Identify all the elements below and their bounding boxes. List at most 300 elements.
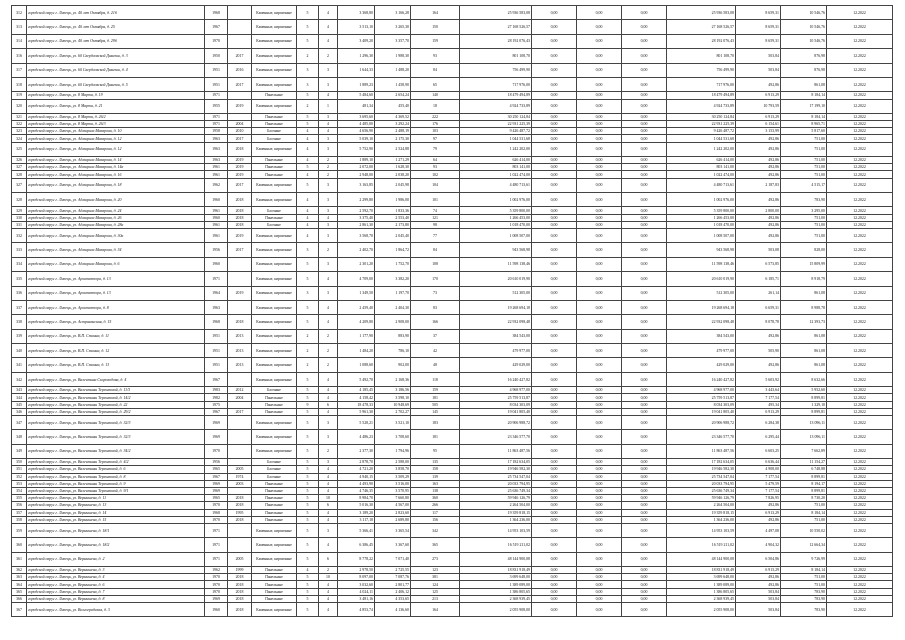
total-area-cell: 4 158,42 (338, 394, 375, 401)
entrances-cell: 3 (319, 416, 338, 430)
fund-regional-cell: 0,00 (577, 243, 622, 257)
year-renovated-cell: 2004 (228, 121, 252, 128)
entrances-cell: 3 (319, 430, 338, 444)
year-renovated-cell: 2004 (228, 394, 252, 401)
address-cell: городской округ г. Липецк, ул. Астраханская, д. 15 (27, 315, 205, 329)
wall-material-cell: Каменные, кирпичные (252, 444, 297, 458)
total-area-cell: 4 493,90 (338, 480, 375, 487)
fund-regional-cell: 0,00 (577, 128, 622, 135)
unit-cost-cell: 503,84 (736, 588, 781, 595)
fund-municipal-cell: 0,00 (622, 193, 667, 207)
unit-cost-cell: 5 603,92 (736, 372, 781, 386)
unit-cost-cell: 492,86 (736, 516, 781, 523)
address-cell: городской округ г. Липецк, ул. В.П. Стаина, д. 12 (27, 344, 205, 358)
fund-regional-cell: 0,00 (577, 272, 622, 286)
living-area-cell: 3 265,30 (375, 20, 411, 34)
year-renovated-cell: 2016 (228, 63, 252, 77)
floors-cell: 5 (297, 272, 319, 286)
row-number: 335 (12, 272, 27, 286)
planned-period-cell: 12.2022 (827, 329, 893, 343)
planned-period-cell: 12.2022 (827, 272, 893, 286)
row-number: 345 (12, 401, 27, 408)
owners-funds-cell: 14 953 103,59 (667, 523, 736, 537)
address-cell: городской округ г. Липецк, ул. Вермишева, д. 7 (27, 588, 205, 595)
address-cell: городской округ г. Липецк, ул. Валентины Терешковой, д. 32/3 (27, 430, 205, 444)
max-unit-cost-cell: 8 184,14 (781, 509, 827, 516)
entrances-cell: 4 (319, 214, 338, 221)
year-built-cell: 1971 (205, 92, 228, 99)
fund-federal-cell: 0,00 (532, 394, 577, 401)
living-area-cell: 1 752,70 (375, 257, 411, 271)
planned-period-cell: 12.2022 (827, 178, 893, 192)
residents-cell: 103 (411, 128, 460, 135)
unit-cost-cell: 492,86 (736, 329, 781, 343)
table-row (12, 588, 893, 595)
table-row (12, 394, 893, 401)
address-cell: городской округ г. Липецк, ул. 40 лет Октября, д. 25 (27, 20, 205, 34)
fund-municipal-cell: 0,00 (622, 243, 667, 257)
wall-material-cell: Каменные, кирпичные (252, 63, 297, 77)
table-row (12, 193, 893, 207)
max-unit-cost-cell: 783,90 (781, 602, 827, 616)
residents-cell: 145 (411, 408, 460, 415)
total-area-cell: 3 481,16 (338, 595, 375, 602)
owners-funds-cell: 2 055 908,00 (667, 602, 736, 616)
max-unit-cost-cell: 828,00 (781, 243, 827, 257)
fund-federal-cell: 0,00 (532, 49, 577, 63)
entrances-cell: 2 (319, 444, 338, 458)
table-row (12, 228, 893, 242)
year-renovated-cell (228, 34, 252, 48)
fund-municipal-cell: 0,00 (622, 178, 667, 192)
row-number: 317 (12, 63, 27, 77)
entrances-cell: 4 (319, 6, 338, 20)
planned-period-cell: 12.2022 (827, 113, 893, 120)
year-renovated-cell: 2018 (228, 516, 252, 523)
wall-material-cell: Каменные, кирпичные (252, 34, 297, 48)
year-renovated-cell: 2019 (228, 171, 252, 178)
residents-cell: 170 (411, 272, 460, 286)
residents-cell: 118 (411, 372, 460, 386)
owners-funds-cell: 384 543,00 (667, 329, 736, 343)
residents-cell: 159 (411, 387, 460, 394)
year-renovated-cell: 2017 (228, 135, 252, 142)
living-area-cell: 3 516,00 (375, 480, 411, 487)
owners-funds-cell: 19 946 582,30 (667, 466, 736, 473)
floors-cell: 2 (297, 358, 319, 372)
residents-cell: 159 (411, 34, 460, 48)
wall-material-cell: Каменные, кирпичные (252, 538, 297, 552)
owners-funds-cell: 25 734 547,04 (667, 473, 736, 480)
fund-municipal-cell: 0,00 (622, 394, 667, 401)
living-area-cell: 2 702,27 (375, 408, 411, 415)
fund-municipal-cell: 0,00 (622, 157, 667, 164)
planned-period-cell: 12.2022 (827, 99, 893, 113)
living-area-cell: 3 708,60 (375, 430, 411, 444)
planned-period-cell: 12.2022 (827, 516, 893, 523)
fund-municipal-cell: 0,00 (622, 128, 667, 135)
planned-period-cell: 12.2022 (827, 358, 893, 372)
total-cost-cell: 4 924 733,89 (460, 99, 532, 113)
fund-federal-cell: 0,00 (532, 459, 577, 466)
fund-federal-cell: 0,00 (532, 416, 577, 430)
total-cost-cell: 48 144 900,08 (460, 552, 532, 566)
row-number: 362 (12, 567, 27, 574)
fund-regional-cell: 0,00 (577, 171, 622, 178)
fund-regional-cell: 0,00 (577, 516, 622, 523)
residents-cell: 64 (411, 157, 460, 164)
entrances-cell: 2 (319, 157, 338, 164)
wall-material-cell: Каменные, кирпичные (252, 372, 297, 386)
max-unit-cost-cell: 751,00 (781, 164, 827, 171)
wall-material-cell: Блочные (252, 221, 297, 228)
living-area-cell: 1 197,70 (375, 286, 411, 300)
owners-funds-cell: 19 041 805,40 (667, 408, 736, 415)
living-area-cell: 2 524,88 (375, 142, 411, 156)
residents-cell: 117 (411, 509, 460, 516)
max-unit-cost-cell: 10 546,76 (781, 34, 827, 48)
fund-regional-cell: 0,00 (577, 588, 622, 595)
floors-cell: 5 (297, 538, 319, 552)
max-unit-cost-cell: 11 154,27 (781, 459, 827, 466)
max-unit-cost-cell: 876,98 (781, 49, 827, 63)
fund-federal-cell: 0,00 (532, 315, 577, 329)
total-cost-cell: 512 305,00 (460, 286, 532, 300)
living-area-cell: 3 509,29 (375, 473, 411, 480)
table-row (12, 157, 893, 164)
year-built-cell: 1960 (205, 193, 228, 207)
entrances-cell: 3 (319, 77, 338, 91)
unit-cost-cell: 6 913,29 (736, 408, 781, 415)
fund-municipal-cell: 0,00 (622, 502, 667, 509)
living-area-cell: 2 173,80 (375, 221, 411, 228)
year-built-cell: 1951 (205, 344, 228, 358)
residents-cell: 150 (411, 20, 460, 34)
owners-funds-cell: 16 240 427,82 (667, 372, 736, 386)
year-built-cell: 1968 (205, 509, 228, 516)
year-built-cell: 1971 (205, 523, 228, 537)
wall-material-cell: Каменные, кирпичные (252, 272, 297, 286)
floors-cell: 5 (297, 121, 319, 128)
wall-material-cell: Каменные, кирпичные (252, 300, 297, 314)
table-row (12, 473, 893, 480)
owners-funds-cell: 18 831 918,49 (667, 567, 736, 574)
unit-cost-cell: 503,84 (736, 595, 781, 602)
max-unit-cost-cell: 751,00 (781, 157, 827, 164)
fund-regional-cell: 0,00 (577, 300, 622, 314)
fund-regional-cell: 0,00 (577, 77, 622, 91)
max-unit-cost-cell: 751,00 (781, 142, 827, 156)
fund-municipal-cell: 0,00 (622, 315, 667, 329)
address-cell: городской округ г. Липецк, ул. 8 Марта, д. 21 (27, 99, 205, 113)
table-row (12, 581, 893, 588)
table-row (12, 49, 893, 63)
year-built-cell: 1951 (205, 77, 228, 91)
address-cell: городской округ г. Липецк, ул. Валентины Терешковой, д. 8 (27, 473, 205, 480)
year-built-cell: 1960 (205, 602, 228, 616)
planned-period-cell: 12.2022 (827, 77, 893, 91)
table-row (12, 408, 893, 415)
table-row (12, 329, 893, 343)
unit-cost-cell: 7 177,54 (736, 487, 781, 494)
wall-material-cell: Панельные (252, 567, 297, 574)
wall-material-cell: Панельные (252, 516, 297, 523)
table-row (12, 372, 893, 386)
table-row (12, 567, 893, 574)
total-cost-cell: 1 022 474,00 (460, 171, 532, 178)
total-area-cell: 3 695,60 (338, 113, 375, 120)
fund-municipal-cell: 0,00 (622, 595, 667, 602)
year-built-cell: 1975 (205, 401, 228, 408)
max-unit-cost-cell: 9 726,99 (781, 552, 827, 566)
wall-material-cell: Панельные (252, 588, 297, 595)
fund-municipal-cell: 0,00 (622, 272, 667, 286)
max-unit-cost-cell: 8 730,20 (781, 495, 827, 502)
unit-cost-cell: 10 793,59 (736, 99, 781, 113)
year-renovated-cell: 2019 (228, 228, 252, 242)
total-cost-cell: 19 268 694,18 (460, 300, 532, 314)
address-cell: городской округ г. Липецк, ул. Адмирала Макарова, д. 24 (27, 207, 205, 214)
residents-cell: 164 (411, 6, 460, 20)
living-area-cell: 2 045,40 (375, 228, 411, 242)
floors-cell: 5 (297, 466, 319, 473)
total-area-cell: 4 853,74 (338, 602, 375, 616)
table-row (12, 315, 893, 329)
total-area-cell: 4 709,00 (338, 272, 375, 286)
owners-funds-cell: 48 144 900,08 (667, 552, 736, 566)
residents-cell: 102 (411, 171, 460, 178)
floors-cell: 5 (297, 588, 319, 595)
total-area-cell: 2 948,00 (338, 171, 375, 178)
entrances-cell: 3 (319, 135, 338, 142)
row-number: 327 (12, 164, 27, 171)
planned-period-cell: 12.2022 (827, 523, 893, 537)
year-renovated-cell: 2018 (228, 502, 252, 509)
wall-material-cell: Блочные (252, 387, 297, 394)
fund-regional-cell: 0,00 (577, 416, 622, 430)
total-area-cell: 1 177,90 (338, 329, 375, 343)
total-area-cell: 1 889,10 (338, 157, 375, 164)
fund-federal-cell: 0,00 (532, 567, 577, 574)
table-row (12, 221, 893, 228)
year-renovated-cell (228, 20, 252, 34)
fund-regional-cell: 0,00 (577, 286, 622, 300)
living-area-cell: 4 353,65 (375, 595, 411, 602)
planned-period-cell: 12.2022 (827, 300, 893, 314)
fund-municipal-cell: 0,00 (622, 257, 667, 271)
entrances-cell: 2 (319, 243, 338, 257)
fund-federal-cell: 0,00 (532, 228, 577, 242)
unit-cost-cell: 503,84 (736, 63, 781, 77)
max-unit-cost-cell: 15 809,99 (781, 257, 827, 271)
total-area-cell: 4 940,15 (338, 473, 375, 480)
table-row (12, 77, 893, 91)
owners-funds-cell: 429 029,00 (667, 358, 736, 372)
year-built-cell: 1968 (205, 315, 228, 329)
fund-federal-cell: 0,00 (532, 358, 577, 372)
address-cell: городской округ г. Липецк, ул. Адмирала Макарова, д. 20 (27, 193, 205, 207)
living-area-cell: 3 367,60 (375, 538, 411, 552)
entrances-cell: 2 (319, 49, 338, 63)
wall-material-cell: Панельные (252, 495, 297, 502)
fund-regional-cell: 0,00 (577, 358, 622, 372)
total-cost-cell: 2 055 908,00 (460, 602, 532, 616)
year-renovated-cell (228, 538, 252, 552)
year-renovated-cell (228, 523, 252, 537)
fund-federal-cell: 0,00 (532, 430, 577, 444)
wall-material-cell: Каменные, кирпичные (252, 523, 297, 537)
unit-cost-cell: 7 177,54 (736, 394, 781, 401)
owners-funds-cell: 626 414,00 (667, 157, 736, 164)
row-number: 316 (12, 49, 27, 63)
living-area-cell: 3 357,70 (375, 34, 411, 48)
floors-cell: 5 (297, 459, 319, 466)
row-number: 320 (12, 99, 27, 113)
table-row (12, 34, 893, 48)
living-area-cell: 1 986,00 (375, 193, 411, 207)
fund-municipal-cell: 0,00 (622, 221, 667, 228)
residents-cell: 48 (411, 358, 460, 372)
fund-municipal-cell: 0,00 (622, 401, 667, 408)
year-built-cell: 1983 (205, 387, 228, 394)
planned-period-cell: 12.2022 (827, 128, 893, 135)
owners-funds-cell: 512 305,00 (667, 286, 736, 300)
fund-federal-cell: 0,00 (532, 387, 577, 394)
row-number: 340 (12, 344, 27, 358)
entrances-cell: 10 (319, 495, 338, 502)
fund-federal-cell: 0,00 (532, 286, 577, 300)
residents-cell: 83 (411, 300, 460, 314)
fund-federal-cell: 0,00 (532, 581, 577, 588)
year-renovated-cell: 2019 (228, 99, 252, 113)
year-built-cell: 1961 (205, 164, 228, 171)
floors-cell: 5 (297, 509, 319, 516)
total-area-cell: 18 478,33 (338, 401, 375, 408)
fund-regional-cell: 0,00 (577, 480, 622, 487)
year-built-cell: 1970 (205, 574, 228, 581)
living-area-cell: 1 833,36 (375, 207, 411, 214)
row-number: 352 (12, 473, 27, 480)
fund-federal-cell: 0,00 (532, 99, 577, 113)
unit-cost-cell: 6 913,29 (736, 113, 781, 120)
wall-material-cell: Панельные (252, 171, 297, 178)
entrances-cell: 4 (319, 509, 338, 516)
living-area-cell: 2 908,00 (375, 315, 411, 329)
total-cost-cell: 22 931 225,39 (460, 121, 532, 128)
row-number: 328 (12, 171, 27, 178)
address-cell: городской округ г. Липецк, ул. Вермишева, д. 18/2 (27, 538, 205, 552)
floors-cell: 9 (297, 401, 319, 408)
max-unit-cost-cell: 13 096,11 (781, 430, 827, 444)
fund-municipal-cell: 0,00 (622, 473, 667, 480)
fund-regional-cell: 0,00 (577, 207, 622, 214)
fund-federal-cell: 0,00 (532, 214, 577, 221)
year-renovated-cell: 1974 (228, 473, 252, 480)
year-renovated-cell: 2005 (228, 552, 252, 566)
fund-federal-cell: 0,00 (532, 502, 577, 509)
max-unit-cost-cell: 751,00 (781, 171, 827, 178)
floors-cell: 5 (297, 574, 319, 581)
wall-material-cell: Каменные, кирпичные (252, 99, 297, 113)
planned-period-cell: 12.2022 (827, 574, 893, 581)
total-cost-cell: 8 034 303,09 (460, 401, 532, 408)
total-cost-cell: 1 242 202,00 (460, 142, 532, 156)
floors-cell: 2 (297, 329, 319, 343)
unit-cost-cell: 7 177,54 (736, 473, 781, 480)
year-built-cell: 1971 (205, 113, 228, 120)
living-area-cell: 2 689,80 (375, 516, 411, 523)
row-number: 332 (12, 228, 27, 242)
entrances-cell: 4 (319, 480, 338, 487)
fund-federal-cell: 0,00 (532, 257, 577, 271)
year-built-cell: 1969 (205, 430, 228, 444)
address-cell: городской округ г. Липецк, ул. Валентины Терешковой, д. 9/1 (27, 487, 205, 494)
row-number: 326 (12, 157, 27, 164)
fund-municipal-cell: 0,00 (622, 552, 667, 566)
owners-funds-cell: 9 426 487,72 (667, 128, 736, 135)
year-renovated-cell: 2019 (228, 157, 252, 164)
total-area-cell: 3 032,60 (338, 581, 375, 588)
owners-funds-cell: 20 033 794,95 (667, 480, 736, 487)
year-built-cell: 1962 (205, 178, 228, 192)
fund-federal-cell: 0,00 (532, 113, 577, 120)
address-cell: городской округ г. Липецк, ул. Валентины Терешковой, д. 29/2 (27, 408, 205, 415)
total-area-cell: 5 039,10 (338, 135, 375, 142)
fund-federal-cell: 0,00 (532, 157, 577, 164)
fund-federal-cell: 0,00 (532, 193, 577, 207)
floors-cell: 5 (297, 523, 319, 537)
fund-regional-cell: 0,00 (577, 315, 622, 329)
unit-cost-cell: 492,86 (736, 228, 781, 242)
fund-federal-cell: 0,00 (532, 128, 577, 135)
total-area-cell: 3 375,40 (338, 214, 375, 221)
max-unit-cost-cell: 751,00 (781, 214, 827, 221)
wall-material-cell: Панельные (252, 401, 297, 408)
total-cost-cell: 626 414,00 (460, 157, 532, 164)
residents-cell: 65 (411, 77, 460, 91)
unit-cost-cell: 2 800,00 (736, 207, 781, 214)
table-row (12, 272, 893, 286)
planned-period-cell: 12.2022 (827, 157, 893, 164)
year-renovated-cell (228, 459, 252, 466)
table-row (12, 430, 893, 444)
address-cell: городской округ г. Липецк, ул. Адмирала Макарова, д. 26 (27, 214, 205, 221)
owners-funds-cell: 20 906 988,72 (667, 416, 736, 430)
total-area-cell: 4 485,00 (338, 121, 375, 128)
floors-cell: 5 (297, 20, 319, 34)
total-cost-cell: 2 368 939,45 (460, 595, 532, 602)
address-cell: городской округ г. Липецк, ул. 60 Свердловской Дивизии, д. 4 (27, 63, 205, 77)
fund-federal-cell: 0,00 (532, 178, 577, 192)
planned-period-cell: 12.2022 (827, 207, 893, 214)
fund-federal-cell: 0,00 (532, 20, 577, 34)
year-built-cell: 1963 (205, 157, 228, 164)
year-built-cell: 1965 (205, 466, 228, 473)
address-cell: городской округ г. Липецк, ул. 60 Свердловской Дивизии, д. 3 (27, 49, 205, 63)
entrances-cell: 3 (319, 207, 338, 214)
address-cell: городской округ г. Липецк, ул. Вермишева, д. 14 (27, 509, 205, 516)
owners-funds-cell: 4 968 977,00 (667, 387, 736, 394)
table-row (12, 135, 893, 142)
table-body (12, 6, 893, 617)
fund-regional-cell: 0,00 (577, 63, 622, 77)
row-number: 318 (12, 77, 27, 91)
residents-cell: 505 (411, 401, 460, 408)
owners-funds-cell: 8 034 303,09 (667, 401, 736, 408)
total-cost-cell: 30 250 124,84 (460, 113, 532, 120)
max-unit-cost-cell: 751,00 (781, 228, 827, 242)
owners-funds-cell: 1 008 507,00 (667, 228, 736, 242)
